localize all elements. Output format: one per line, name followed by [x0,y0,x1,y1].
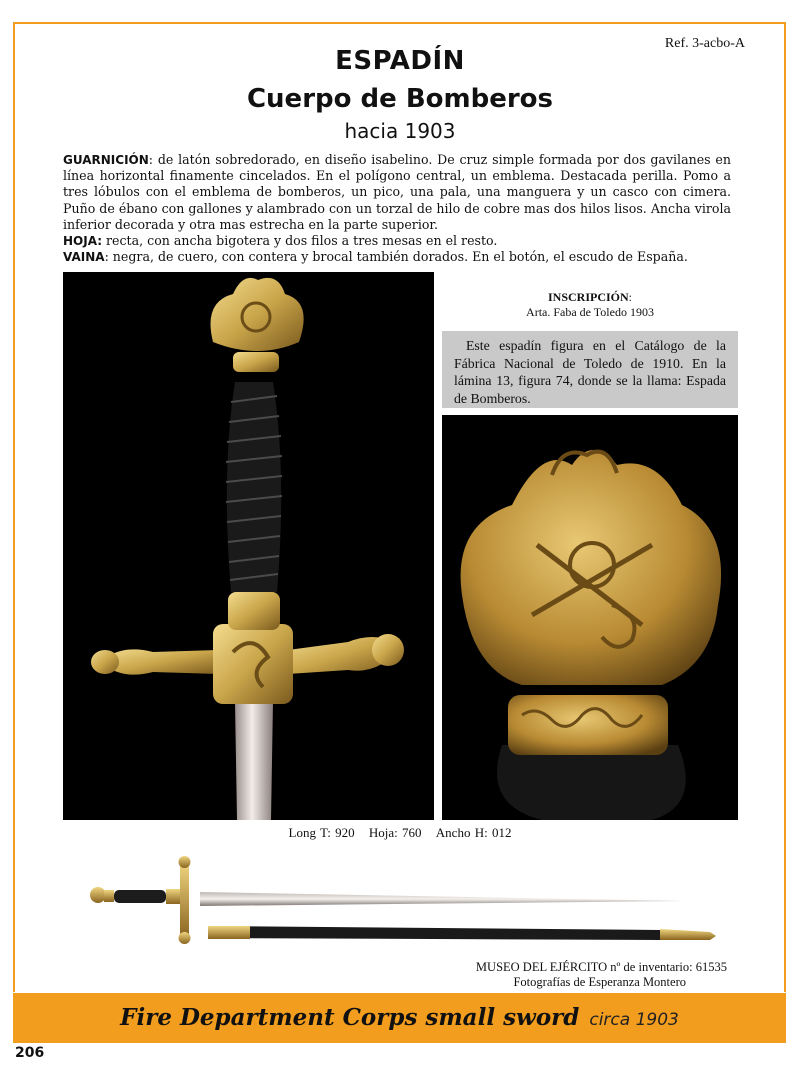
hilt-sword-illustration [63,272,434,820]
page-subtitle: Cuerpo de Bomberos [246,84,554,114]
page-title: ESPADÍN [335,46,465,76]
hilt-photo [63,272,434,820]
full-sword-illustration [80,850,740,950]
vaina-label: VAINA [63,250,105,265]
hoja-paragraph [63,233,731,249]
hoja-label: HOJA: [63,234,103,249]
footer-band [13,993,786,1043]
guarnicion-text: : de latón sobredorado, en diseño isabelino. De cruz simple formada por dos gavilanes en línea horizontal finamente cincelados. En el polígono central, un emblema. Destacada perilla. Pomo a tres lóbulos con el emblema de bomberos, un pico, una pala, una manguera y un casco con cimera. Puño de ébano con gallones y alambrado con un torzal de hilo de cobre mas dos hilos lisos. Ancha virola inferior decorada y otra mas estrecha en la parte superior. [63,152,731,232]
vaina-text: : negra, de cuero, con contera y brocal también dorados. En el botón, el escudo de España. [104,249,688,265]
inscription-label: INSCRIPCIÓN [547,290,629,304]
measure-width: Ancho H: 012 [435,825,512,840]
inscription-text: Arta. Faba de Toledo 1903 [526,305,654,319]
guarnicion-label: GUARNICIÓN [63,153,149,167]
reference-code: Ref. 3-acbo-A [664,36,745,51]
english-circa: circa 1903 [589,1010,679,1030]
english-title: Fire Department Corps small sword [120,1004,580,1031]
hoja-text: recta, con ancha bigotera y dos filos a tres mesas en el resto. [102,233,498,249]
pommel-detail-photo [442,415,738,820]
page-date: hacia 1903 [344,119,456,143]
pommel-detail-illustration [442,415,738,820]
full-sword-photo [80,850,740,950]
inscription-colon: : [628,290,633,304]
vaina-paragraph [63,249,731,265]
measurements [0,825,800,841]
measure-blade: Hoja: 760 [368,825,422,840]
guarnicion-paragraph [63,152,731,233]
photo-credit: Fotografías de Esperanza Montero [513,975,686,989]
page-number: 206 [15,1045,45,1061]
museum-credit: MUSEO DEL EJÉRCITO nº de inventario: 61535 [475,960,727,974]
inscription-heading [442,290,738,305]
catalog-note: Este espadín figura en el Catálogo de la Fábrica Nacional de Toledo de 1910. En la lámina 13, figura 74, donde se la llama: Espada de Bomberos. [442,331,738,408]
description-block [63,152,731,265]
measure-length: Long T: 920 [288,825,355,840]
